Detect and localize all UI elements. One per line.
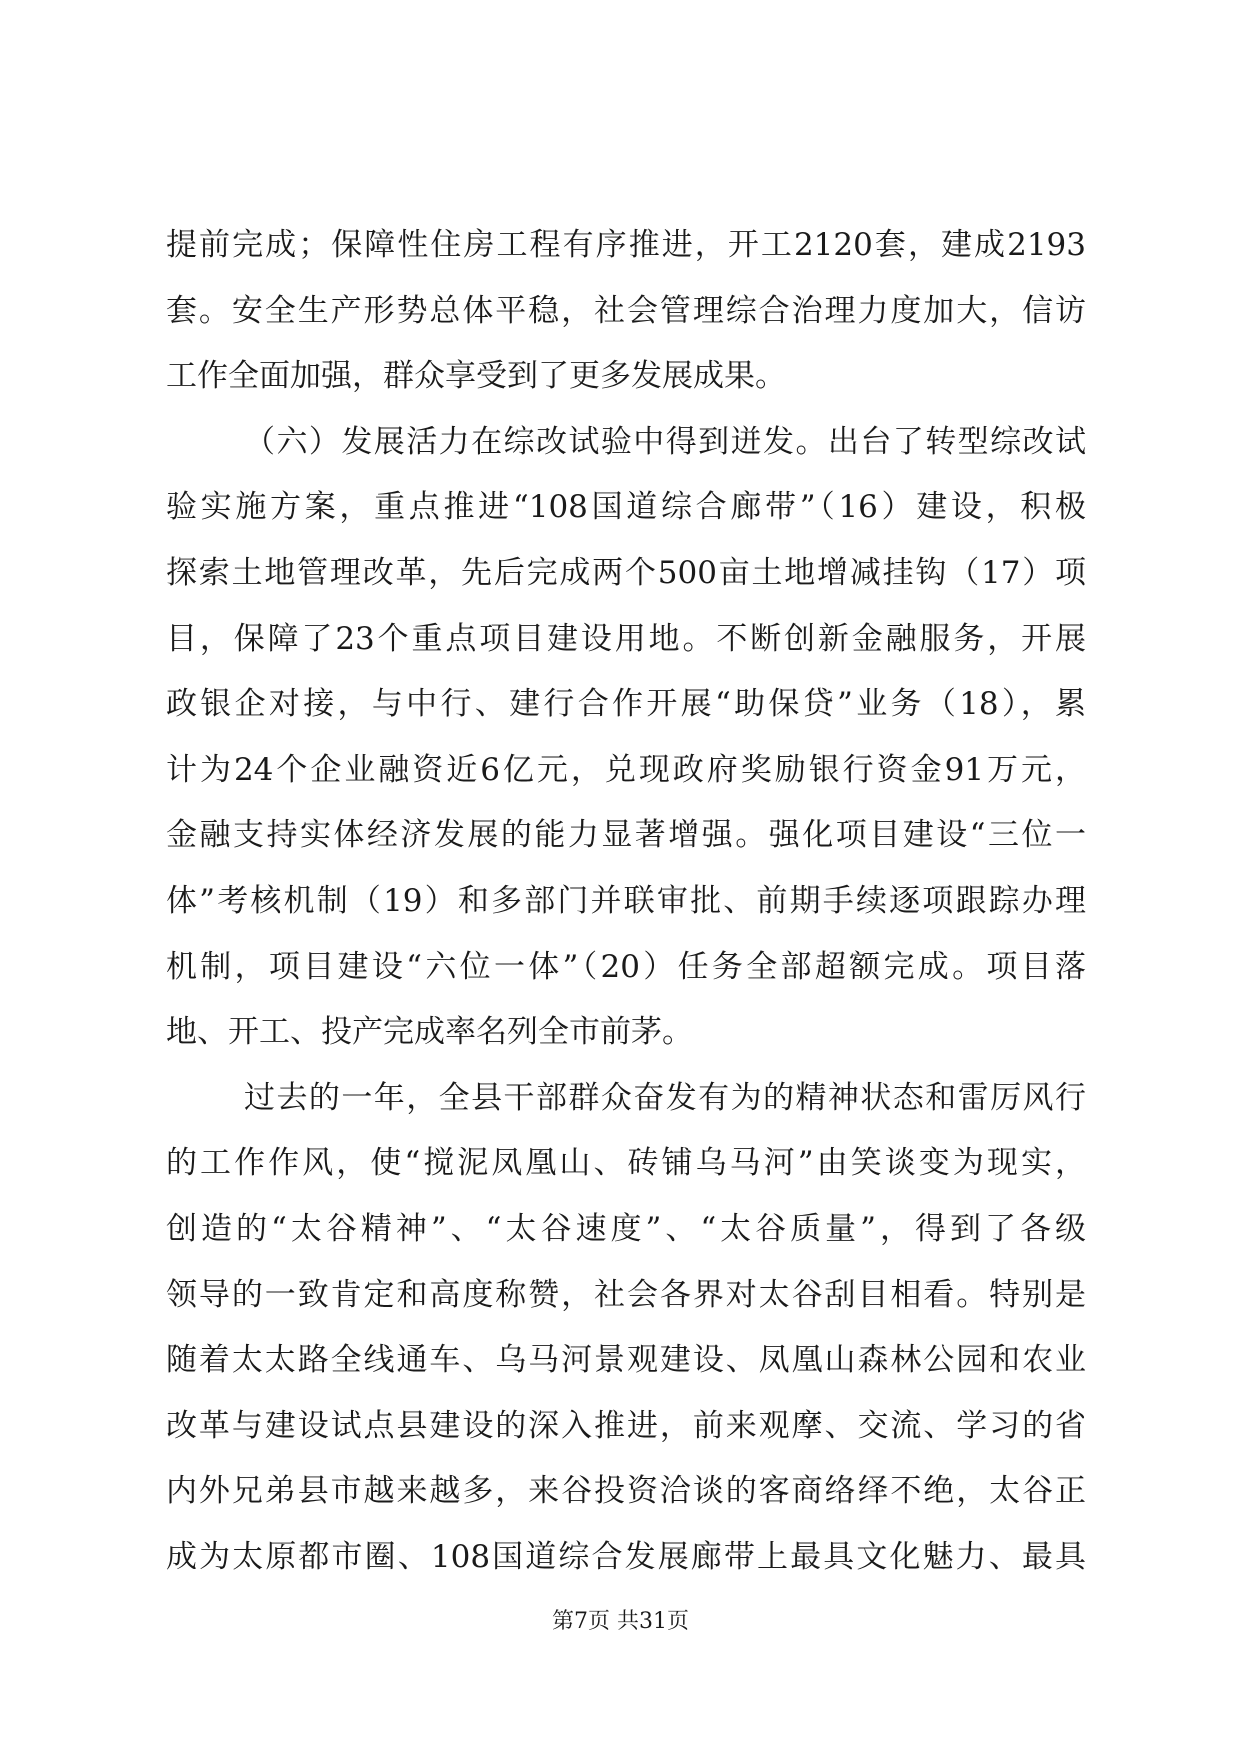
text-line: 过去的一年，全县干部群众奋发有为的精神状态和雷厉风行 <box>244 1079 1086 1116</box>
text-line: 探索土地管理改革，先后完成两个500亩土地增减挂钩（17）项 <box>166 554 1086 591</box>
text-line: 金融支持实体经济发展的能力显著增强。强化项目建设“三位一 <box>166 817 1086 854</box>
text-line: 政银企对接，与中行、建行合作开展“助保贷”业务（18），累 <box>166 686 1086 723</box>
text-line: 改革与建设试点县建设的深入推进，前来观摩、交流、学习的省 <box>166 1407 1086 1444</box>
text-line: 地、开工、投产完成率名列全市前茅。 <box>166 1014 693 1051</box>
text-line: 计为24个企业融资近6亿元，兑现政府奖励银行资金91万元， <box>166 751 1086 788</box>
text-line: 机制，项目建设“六位一体”（20）任务全部超额完成。项目落 <box>166 948 1086 985</box>
text-line: 成为太原都市圈、108国道综合发展廊带上最具文化魅力、最具 <box>166 1538 1086 1575</box>
text-line: 创造的“太谷精神”、“太谷速度”、“太谷质量”，得到了各级 <box>166 1210 1086 1247</box>
text-line: 体”考核机制（19）和多部门并联审批、前期手续逐项跟踪办理 <box>166 882 1086 919</box>
text-line: 套。安全生产形势总体平稳，社会管理综合治理力度加大，信访 <box>166 292 1086 329</box>
text-line: 验实施方案，重点推进“108国道综合廊带”（16）建设，积极 <box>166 489 1086 526</box>
text-line: 工作全面加强，群众享受到了更多发展成果。 <box>166 358 786 395</box>
text-line: 随着太太路全线通车、乌马河景观建设、凤凰山森林公园和农业 <box>166 1342 1086 1379</box>
text-line: 提前完成；保障性住房工程有序推进，开工2120套，建成2193 <box>166 227 1086 263</box>
page-number-footer: 第7页 共31页 <box>552 1609 689 1634</box>
text-line: 目，保障了23个重点项目建设用地。不断创新金融服务，开展 <box>166 620 1086 657</box>
text-line: 领导的一致肯定和高度称赞，社会各界对太谷刮目相看。特别是 <box>166 1276 1086 1313</box>
text-line: 的工作作风，使“搅泥凤凰山、砖铺乌马河”由笑谈变为现实， <box>166 1145 1086 1182</box>
text-line: （六）发展活力在综改试验中得到迸发。出台了转型综改试 <box>244 423 1086 460</box>
body-text <box>166 226 1086 1603</box>
text-line: 内外兄弟县市越来越多，来谷投资洽谈的客商络绎不绝，太谷正 <box>166 1473 1086 1510</box>
